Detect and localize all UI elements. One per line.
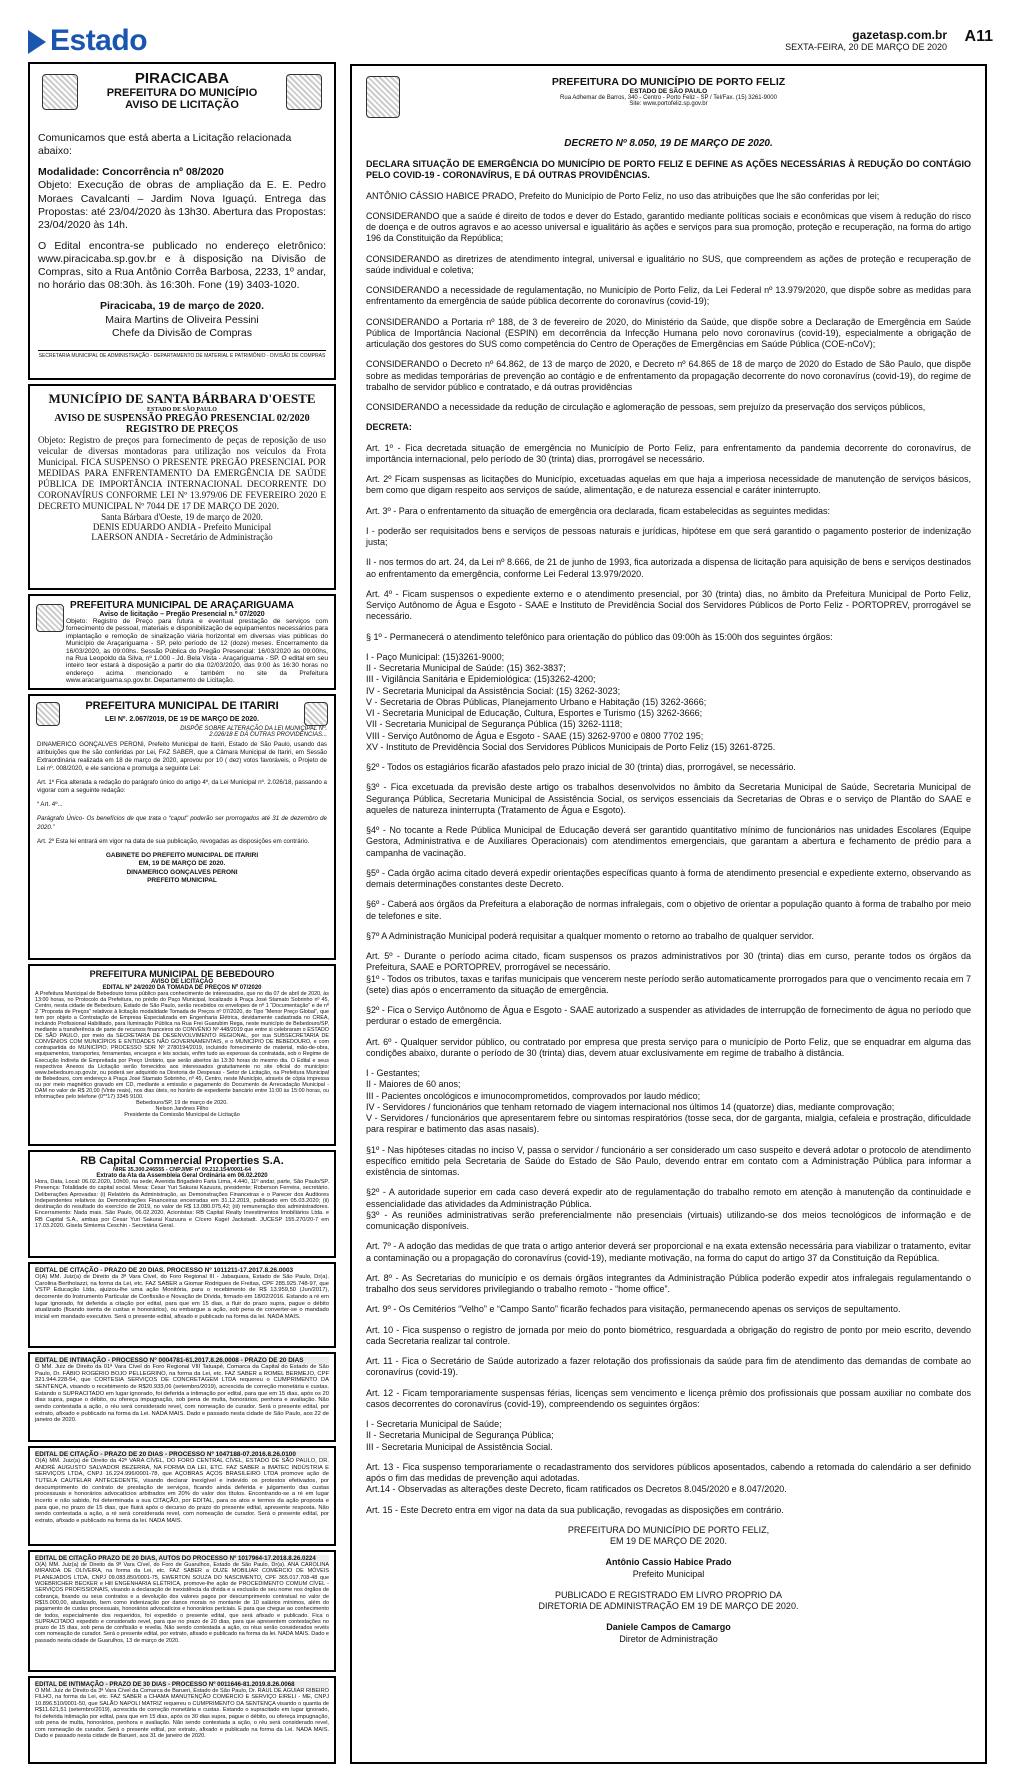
decree-paragraph: §7º A Administração Municipal poderá requisitar a qualquer momento o retorno ao trabalho de qualquer servidor. [366,930,815,941]
title: PREFEITURA MUNICIPAL DE ITARIRI [85,700,279,712]
signer-role: Prefeito Municipal [632,1568,705,1579]
place-date: Piracicaba, 19 de março de 2020. [99,300,265,313]
city-seal-icon [42,74,78,110]
sig2: EM, 19 DE MARÇO DE 2020. [138,860,226,868]
decree-paragraph: §2º - Fica o Serviço Autônomo de Água e Esgoto - SAAE autorizado a suspender as atividades de interrupção de fornecimento de água no período que perdurar o estado de emergência. [366,1005,971,1027]
decree-paragraph: § 1º - Permanecerá o atendimento telefônico para orientação do público das 09:00h às 15:00h dos seguintes órgãos: [366,631,833,642]
body: O(A) MM. Juiz(a) de Direito da 3ª Vara Cível, do Foro Regional III - Jabaquara, Estado de São Paulo, Dr(a). Carolina Bertholazzi, na forma da Lei, etc. FAZ SABER a Giomar Rodrigues de Freitas, CPF 285.925.748-97, que VSTP Educação Ltda, ajuizou-lhe uma ação Monitória, para o recebimento de R$ 13.959,50 (Jun/2017), decorrente do Instrumento Particular de Confissão e Novação de Dívida, firmado em 18/02/2016. Estando a ré em lugar ignorado, foi deferida a citação por edital, para que em 15 dias, a fluir do prazo supra, pague o débito atualizado (ficando isenta de custas e honorários), ou embargue a ação, sob pena de converter-se o mandado inicial em mandado executivo. Será o presente edital, afixado e publicado na forma da lei. NADA MAIS. [35,1274,329,1320]
decree-paragraph: §2º - A autoridade superior em cada caso deverá expedir ato de regulamentação do trabalho remoto em atenção à manutenção da continuidade e essencialidade das atividades da Administração Pública. §3º - As reuniões administrativas serão preferencialmente não presenciais (virtuais) utilizando-se dos meios tecnológicos de informação e de comunicação disponíveis. [366,1187,971,1231]
objeto: Objeto: Execução de obras de ampliação da E. E. Pedro Moraes Cavalcanti – Jardim Nova Iguaçú. Entrega das Propostas: até 23/04/2020 às 13h30. Abertura das Propostas: 23/04/2020 às 14h. [38,179,326,231]
footer: SECRETARIA MUNICIPAL DE ADMINISTRAÇÃO - DEPARTAMENTO DE MATERIAL E PATRIMÔNIO - DIVISÃO DE COMPRAS [38,350,326,359]
decree-paragraph: Art. 8º - As Secretarias do município e os demais órgãos integrantes da Administração Pública poderão expedir atos infralegais regulamentando o trabalho dos seus servidores privilegiando o trabalho remoto - “home office”. [366,1272,971,1294]
decree-body [366,191,971,1516]
signer2-role: Diretor de Administração [619,1633,718,1644]
edital-citacao-3 [28,1550,336,1672]
edital-citacao-2 [28,1446,336,1546]
signer: Antônio Cassio Habice Prado [605,1557,732,1568]
decree-paragraph: CONSIDERANDO as diretrizes de atendimento integral, universal e igualitário no SUS, que compreendem as ações de proteção e recuperação de saúde individual e coletiva; [366,253,971,275]
decree-paragraph: ANTÔNIO CÁSSIO HABICE PRADO, Prefeito do Município de Porto Feliz, no uso das atribuições que lhe são conferidas por lei; [366,190,880,201]
decree-paragraph: §4º - No tocante a Rede Pública Municipal de Educação deverá ser garantido quantitativo mínimo de funcionários nas unidades Escolares (Equipe Gestora, Administrativa e de Auxiliares Operacionais) com atendimentos emergenciais, que garantam a abertura e fechamento de prédio para a campanha de vacinação. [366,825,971,858]
itariri-notice [28,694,336,960]
page-number: A11 [964,28,993,45]
lei: LEI Nº. 2.067/2019, DE 19 DE MARÇO DE 2020. [105,716,259,723]
body2: Art. 1º Fica alterada a redação do parágrafo único do artigo 4º, da Lei Municipal nº. 2.026/18, passando a vigorar com a seguinte redação: [37,779,327,795]
decree-paragraph: I - poderão ser requisitados bens e serviços de pessoas naturais e jurídicas, hipótese em que será garantido o pagamento posterior de indenização justa; [366,525,971,547]
arrow-icon [28,30,46,54]
porto-feliz-decree [350,64,987,1764]
body: O MM. Juiz de Direito da 3ª Vara Cível da Comarca de Barueri, Estado de São Paulo, Dr. RAUL DE AGUIAR RIBEIRO FILHO, na forma da Lei, etc. FAZ SABER a CHAMA MANUTENÇÃO COMÉRCIO E SERVIÇO EIRELI - ME, CNPJ 10.896.510/0001-50, que SALÃO NAPOLI MATRIZ requereu o CUMPRIMENTO DA SENTENÇA visando o quantia de R$11.621,51 (setembro/2019), acrescida de correção monetária e custas. Estando o supracitado em lugar ignorado, foi deferida intimação por edital, para que em 15 dias, após os 30 dias supra, pague o débito, ou ofereça impugnação, sob pena de multa, honorários, penhora e avaliação. Não sendo contestada a ação, o réu será considerado revel, com nomeação de curador. Será o presente edital, por extrato, afixado e publicado na forma da Lei. NADA MAIS. Dado e passado nesta cidade de Barueri, aos 31 de janeiro de 2020. [35,1688,329,1739]
city-name: PIRACICABA [134,70,230,87]
pf-site[interactable]: Site: www.portofeliz.sp.gov.br [629,101,708,107]
decree-paragraph: §3º - Fica excetuada da previsão deste artigo os trabalhos desenvolvidos no âmbito da Secretaria Municipal de Saúde, Secretaria Municipal de Segurança Pública, Secretaria Municipal de Assistência Social, os serviços essenciais da Secretarias de Obras e o serviço de Plantão do SAAE e aqueles de natureza ininterrupta (Tratamento de Água e Esgoto). [366,782,971,815]
sig1: DENIS EDUARDO ANDIA - Prefeito Municipal [92,522,272,533]
piracicaba-notice [28,62,336,380]
aviso: AVISO DE LICITAÇÃO [150,979,214,985]
title: RB Capital Commercial Properties S.A. [80,1155,284,1167]
decree-paragraph: Art. 1º - Fica decretada situação de emergência no Município de Porto Feliz, para enfrentamento da pandemia decorrente do coronavírus, de importância internacional, pelo período de 30 (trinta) dias, prorrogável se necessário. [366,442,971,464]
title: EDITAL DE CITAÇÃO - PRAZO DE 20 DIAS - PROCESSO Nº 1047188-07.2016.8.26.0100 [35,1451,329,1458]
site-url[interactable]: gazetasp.com.br [852,28,947,42]
edital-intimacao-2 [28,1676,336,1764]
sig2: LAERSON ANDIA - Secretário de Administração [91,532,273,543]
dispoe: DISPÕE SOBRE ALTERAÇÃO DA LEI MUNICIPAL Nº. 2.026/18 E DÁ OUTRAS PROVIDÊNCIAS... [180,726,327,738]
edital-intimacao-1 [28,1352,336,1442]
body: O(A) MM. Juiz(a) de Direito da 42ª VARA CÍVEL, DO FORO CENTRAL CÍVEL, ESTADO DE SÃO PAULO, DR. ANDRÉ AUGUSTO SALVADOR BEZERRA, NA FORMA DA LEI, ETC. FAZ SABER a IMATEC INDÚSTRIA E SERVIÇOS LTDA, CNPJ 16.224.996/0001-78, que AÇOBRAS AÇOS BRASILEIRO LTDA promove ação de TUTELA CAUTELAR ANTECEDENTE, visando declarar inexigível e indevido os protestos efetivados, por descumprimento do contrato de prestação de serviços, ficando ainda deferida e julgamento das custas processuais e honorários advocatícios arbitrados em 20% do valor dos títulos. Encontrando-se a ré em lugar incerto e não sabido, foi determinada a sua CITAÇÃO, por EDITAL, para os atos e termos da ação proposta e para que, no prazo de 15 dias, que fluirá após o decurso do prazo do presente edital, apresente resposta. Não sendo contestada a ação, a ré será considerada revel, com nomeação de curador. Será o presente edital, por extrato, afixado e publicado na forma da lei. NADA MAIS. [35,1458,329,1524]
city-seal-icon [286,74,322,110]
ementa: DECLARA SITUAÇÃO DE EMERGÊNCIA DO MUNICÍPIO DE PORTO FELIZ E DEFINE AS AÇÕES NECESSÁRIAS À REDUÇÃO DO CONTÁGIO PELO COVID-19 - CORONAVÍRUS, E DÁ OUTRAS PROVIDÊNCIAS. [366,159,971,181]
decree-paragraph: I - Gestantes; II - Maiores de 60 anos; III - Pacientes oncológicos e imunocomprometidos, comprovados por laudo médico; IV - Servidores / funcionários que tenham retornado de viagem internacional nos últimos 14 (quatorze) dias, mediante comprovação; V - Servidores / funcionários que apresentarem febre ou sintomas respiratórios (tosse seca, dor de garganta, mialgia, cefaleia e prostração, dificuldade para respirar e batimento das asas nasais). [366,1068,971,1135]
date: Santa Bárbara d'Oeste, 19 de março de 2020. [101,512,263,523]
decree-paragraph: CONSIDERANDO a Portaria nº 188, de 3 de fevereiro de 2020, do Ministério da Saúde, que dispõe sobre a Declaração de Emergência em Saúde Pública de Importância Nacional (ESPIN) em decorrência da Infecção Humana pelo novo coronavírus (covid-19), especialmente a obrigação de articulação dos gestores do SUS como competência do Centro de Operações de Emergências em Saúde Pública (COE-nCoV); [366,316,971,349]
decree-paragraph: §5º - Cada órgão acima citado deverá expedir orientações específicas quanto à forma de atendimento presencial e expediente externo, observando as demais determinações constantes deste Decreto. [366,867,971,889]
body: Objeto: Registro de Preço para futura e eventual prestação de serviços com fornecimento de pessoal, materiais e disponibilização de equipamentos necessários para implantação e remoção de sinalização viária horizontal em diversas vias públicas do Município de Araçariguama - SP, pelo período de 12 (doze) meses. Encerramento da 16/03/2020, às 09:00hs. Sessão Pública do Pregão Presencial: 16/03/2020 às 09:00hs, na Rua Leopoldo da Silva, nº 1.000 - Jd. Bela Vista - Araçariguama - SP. O edital em seu inteiro teor estará à disposição a partir do dia 02/03/2020, das 9:00 às 16:30 horas no endereço acima mencionado e também no site da Prefeitura www.aracariguama.sp.gov.br. Departamento de Licitação. [66,618,328,684]
newspaper-logo [28,24,147,58]
decree-paragraph: II - nos termos do art. 24, da Lei nº 8.666, de 21 de junho de 1993, fica autorizada a dispensa de licitação para aquisição de bens e serviços destinados ao enfrentamento da emergência, conforme Lei Federal 13.979/2020. [366,557,971,579]
intro: Comunicamos que está aberta a Licitação relacionada abaixo: [38,132,292,158]
extrato: Extrato da Ata da Assembleia Geral Ordinária em 06.02.2020 [96,1173,268,1179]
sig1: GABINETE DO PREFEITO MUNICIPAL DE ITARIRI [105,851,259,859]
title: EDITAL DE CITAÇÃO - PRAZO DE 20 DIAS. PROCESSO Nº 1011211-17.2017.8.26.0003 [35,1267,294,1274]
city-seal-icon [36,702,60,726]
decree-paragraph: Art. 11 - Fica o Secretário de Saúde autorizado a fazer relotação dos profissionais da saúde para fim de atendimento das demandas de combate ao coronavírus (covid-19). [366,1356,971,1378]
body: A Prefeitura Municipal de Bebedouro torna público para conhecimento de interessados, que no dia 07 de abril de 2020, às 13:00 horas, no Protocolo da Prefeitura, no prédio do Paço Municipal, localizado à Praça José Stamato Sobrinho nº 45, Centro, nesta cidade de Bebedouro, Estado de São Paulo, serão recebidos os envelopes de nº 1 “Documentação” e de nº 2 “Proposta de Preços” relativos à licitação modalidade Tomada de Preços nº 07/2020, do Tipo “Menor Preço Global”, que tem por objeto a Contratação de Empresa Especializada em Engenharia Elétrica, devidamente cadastrada no CREA, incluindo Profissional Habilitado, para Iluminação Pública na Rua Frei Guarubim Rega, neste município de Bebedouro/SP, mediante a transferência de parte de recursos financeiros do CONVÊNIO Nº 448/2019 que entre si celebraram o ESTADO DE SÃO PAULO, por meio da SECRETARIA DE DESENVOLVIMENTO REGIONAL, por sua SUBSECRETARIA DE CONVÊNIOS COM MUNICÍPIOS E ENTIDADES NÃO GOVERNAMENTAIS, e o MUNICÍPIO DE BEBEDOURO, e com contrapartida do MUNICÍPIO. PROCESSO SDR Nº 2780194/2019, incluindo fornecimento de material, mão-de-obra, equipamentos, transportes, ferramentas, encargos e leis sociais, enfim tudo as expensas da contratada, sob o Regime de Execução Indireta de Empreitada por Preço Unitário, que serão abertos às 13:30 horas do mesmo dia. O Edital e seus respectivos Anexos da Licitação serão fornecidos aos interessados gratuitamente no site oficial do município: www.bebedouro.sp.gov.br, ou poderá ser adquirido na Diretoria de Despesas - Setor de Licitação, na Prefeitura Municipal de Bebedouro, com endereço à Praça José Stamato Sobrinho, nº 45, Centro, neste Município, através de cópia impressa ou por meio magnético gravado em CD, mediante a emissão e pagamento do Documento de Arrecadação Municipal - DAM no valor de R$ 20,00 (Vinte reais), nos dias úteis, no horário de expediente bancário entre 11:00 às 15:00 horas, ou informações pelo telefone (0**17) 3345 9100. [35,991,329,1100]
decreto-number: DECRETO Nº 8.050, 19 DE MARÇO DE 2020. [564,138,773,149]
body: O MM. Juiz de Direito da 01ª Vara Cível do Foro Regional VIII Tatuapé, Comarca da Capital do Estado de São Paulo, Dr. FÁBIO ROGÉRIO BOJO PELLEGRINO, na forma da Lei, etc. FAZ SABER a ROMEL BERMEJO, CPF 321.944.228-54, que CORTESIA SERVIÇOS DE CONCRETAGEM LTDA requereu o CUMPRIMENTO DA SENTENÇA, visando o recebimento de R$20.933,06 (setembro/2019), acrescida de correção monetária e custas. Estando o SUPRACITADO em lugar ignorado, foi deferida a intimação por edital, para que em 15 dias, após os 20 dias supra, pague o débito, ou ofereça impugnação, sob pena de multa, honorários, penhora e avaliação. Não sendo contestada a ação, o réu será considerado revel, com nomeação de curador. Será o presente edital, por extrato, afixado e publicado na forma da Lei. NADA MAIS. Dado e passado nesta cidade de São Paulo, aos 22 de janeiro de 2020. [35,1364,329,1424]
title: PREFEITURA MUNICIPAL DE BEBEDOURO [89,969,275,979]
registro: REGISTRO DE PREÇOS [125,424,239,435]
body: Objeto: Registro de preços para fornecimento de peças de reposição de uso veicular de diversas montadoras para utilização nos veículos da Frota Municipal. FICA SUSPENSO O PRESENTE PREGÃO PRESENCIAL POR MEDIDAS PARA ENFRENTAMENTO DA EMERGÊNCIA DE SAÚDE PÚBLICA DE IMPORTÂNCIA INTERNACIONAL DECORRENTE DO CORONAVÍRUS CONFORME LEI Nº 13.979/06 DE FEVEREIRO 2020 E DECRETO MUNICIPAL Nº 7044 DE 17 DE MARÇO DE 2020. [38,435,326,512]
pub2: DIRETORIA DE ADMINISTRAÇÃO EM 19 DE MARÇO DE 2020. [538,1601,799,1611]
decree-paragraph: CONSIDERANDO que a saúde é direito de todos e dever do Estado, garantido mediante políticas sociais e econômicas que visem à redução do risco de doença e de outros agravos e ao acesso universal e igualitário às ações e serviços para sua promoção, proteção e recuperação, na forma do artigo 196 da Constituição da República; [366,210,971,244]
aviso-title: AVISO DE LICITAÇÃO [125,99,239,111]
city-seal-icon [36,604,64,632]
prefeitura: PREFEITURA DO MUNICÍPIO [106,87,258,99]
decree-paragraph: §1º - Nas hipóteses citadas no inciso V, passa o servidor / funcionário a ser considerado um caso suspeito e deverá adotar o protocolo de atendimento específico emitido pela Secretaria de Saúde do Estado de São Paulo, devendo entrar em contato com a Administração Pública para informar a existência de sintomas. [366,1144,971,1177]
decree-paragraph: Art. 6º - Qualquer servidor público, ou contratado por empresa que presta serviço para o município de Porto Feliz, que se enquadrar em alguma das condições abaixo, durante o período de 30 (trinta) dias, devem atuar exclusivamente em regime de trabalho à distância. [366,1036,971,1058]
body1: DINAMERICO GONÇALVES PERONI, Prefeito Municipal de Itariri, Estado de São Paulo, usando das atribuições que lhe são conferidas por Lei, FAZ SABER, que a Câmara Municipal de Itariri, em Sessão Extraordinária realizada em 18 de março de 2020, aprovou por 10 ( dez) votos favoráveis, o Projeto de Lei nº. 008/2020, e ele sanciona e promulga a seguinte Lei: [37,741,327,773]
city-seal-icon [304,702,328,726]
decree-paragraph: Art. 2º Ficam suspensas as licitações do Município, excetuadas aquelas em que haja a imperiosa necessidade de manutenção de serviços básicos, bem como que digam respeito aos serviços de saúde, alimentação, e de natureza essencial e caráter ininterrupto. [366,474,971,496]
decree-paragraph: Art. 15 - Este Decreto entra em vigor na data da sua publicação, revogadas as disposições em contrário. [366,1504,784,1515]
rb-capital-notice [28,1150,336,1258]
title: PREFEITURA MUNICIPAL DE ARAÇARIGUAMA [70,600,294,611]
body: Hora, Data, Local: 06.02.2020, 10h00, na sede, Avenida Brigadeiro Faria Lima, 4.440, 11º andar, parte, São Paulo/SP. Presença: Totalidade do capital social. Mesa: Cesar Yuri Sakurai Kazuura, presidente; Roberson Ferreira, secretário. Deliberações Aprovadas: (i) Relatório da Administração, as Demonstrações Financeiras e o Parecer dos Auditores Independentes relativos às Demonstrações Financeiras encerradas em 31.12.2019, publicado em 05.03.2020; (ii) destinação do resultado do exercício de 2019, no valor de R$ 13.080.075,42; (iii) remuneração dos administradores. Encerramento: Nada mais. São Paulo, 06.02.2020. Acionistas: RB Capital Realty Investimentos Imobiliários Ltda. e RB Capital S.A., ambas por Cesar Yuri Sakurai Kazuura e Cícero Kugel Jackstadt. JUCESP 155.270/20-7 em 17.03.2020. Gisela Simiema Ceschin - Secretária Geral. [35,1179,329,1229]
title: MUNICÍPIO DE SANTA BÁRBARA D'OESTE [48,391,316,406]
signer-role: Chefe da Divisão de Compras [111,326,253,339]
cnpj: NIRE 35.300.246555 - CNPJ/MF nº 09.212.154/0001-64 [112,1167,252,1173]
decree-paragraph: Art. 12 - Ficam temporariamente suspensas férias, licenças sem vencimento e licença prêmio dos profissionais que possam auxiliar no combate dos casos decorrentes do coronavírus (covid-19), compreendendo os seguintes órgãos: [366,1387,971,1409]
aviso: AVISO DE SUSPENSÃO PREGÃO PRESENCIAL 02/2020 [54,413,310,424]
body: O(A) MM. Juiz(a) de Direito da 9ª Vara Cível, do Foro de Guarulhos, Estado de São Paulo, Dr(a). ANA CAROLINA MIRANDA DE OLIVEIRA, na forma da Lei, etc. FAZ SABER a OUZE MOBILIAR COMÉRCIO DE MÓVEIS PLANEJADOS LTDA, CNPJ 09.083.850/0001-75, EWERTON SOUZA DO NASCIMENTO, CPF 365.017.708-48 que WOEBRICHER BECKER e Hill ENGENHARIA ELÉTRICA, promove-lhe ação de PROCEDIMENTO COMUM CÍVEL - SERVIÇOS PROFISSIONAIS, visando a declaração de inexistência da dívida e a exclusão de seu nome nos órgãos de cobrança, fixando ou seus contratos e a devolução dos valores pagos por descumprimento contratual no valor de R$15.000,00, atualizado, bem como indenização por danos morais no montante de 10 salários mínimos, além do pagamento de custas processuais, honorários advocatícios e honorários periciais. E para que chegue ao conhecimento de todos, especialmente dos requeridos, foi expedido o presente edital, que será afixado e publicado. Fica o SUPRACITADO expedido e considerado revel, para que no prazo de 20 dias, para que apresentem contestações no prazo de 15 dias, sob pena de confissão e revelia. Não sendo contestada a ação, os réus serão considerados revéis com nomeação de curador. Será o presente edital, por extrato, afixado e publicado na forma da lei. NADA MAIS. Dado e passado nesta cidade de Guarulhos, 13 de março de 2020. [35,1562,329,1644]
pf-state: ESTADO DE SÃO PAULO [629,88,708,95]
sig2: Presidente da Comissão Municipal de Licitação [124,1111,240,1118]
city-seal-icon [366,76,400,118]
decree-paragraph: Art. 3º - Para o enfrentamento da situação de emergência ora declarada, ficam estabelecidas as seguintes medidas: [366,505,831,516]
pf-address: Rua Adhemar de Barros, 340 - Centro - Porto Feliz - SP / Tel/Fax. (15) 3261-9000 [560,95,777,101]
decree-paragraph: §2º - Todos os estagiários ficarão afastados pelo prazo inicial de 30 (trinta) dias, prorrogável, se necessário. [366,762,796,772]
title: EDITAL DE INTIMAÇÃO - PROCESSO Nº 0004781-61.2017.8.26.0008 - PRAZO DE 20 DIAS [35,1357,329,1364]
decree-paragraph: CONSIDERANDO a necessidade da redução de circulação e aglomeração de pessoas, sem prejuízo da preservação dos serviços públicos, [366,402,926,412]
decree-paragraph: §6º - Caberá aos órgãos da Prefeitura a elaboração de normas infralegais, com o objetivo de orientar a população quanto à forma de trabalho por meio de telefones e site. [366,899,971,921]
pub1: PUBLICADO E REGISTRADO EM LIVRO PROPRIO DA [554,1589,783,1600]
edital-info: O Edital encontra-se publicado no endereço eletrônico: www.piracicaba.sp.gov.br e à disposição na Divisão de Compras, sito a Rua Antônio Corrêa Barbosa, 2233, 1º andar, no horário das 08:30h. às 16:30h. Fone (19) 3403-1020. [38,239,326,292]
state: ESTADO DE SÃO PAULO [147,407,217,413]
signer2: Daniele Campos de Camargo [606,1622,731,1633]
decree-paragraph: I - Secretaria Municipal de Saúde; II - Secretaria Municipal de Segurança Pública; III - Secretaria Municipal de Assistência Social. [366,1419,554,1452]
decree-paragraph: Art. 13 - Fica suspenso temporariamente o recadastramento dos servidores públicos aposentados, cabendo a retomada do calendário a ser definido após o fim das medidas de prevenção aqui adotadas. Art.14 - Observadas as alterações deste Decreto, ficam ratificados os Decretos 8.045/2020 e 8.047/2020. [366,1461,971,1495]
aviso: Aviso de licitação – Pregão Presencial n.º 07/2020 [99,611,265,618]
edital: EDITAL Nº 24/2020 DA TOMADA DE PREÇOS Nº 07/2020 [102,985,262,991]
title: EDITAL DE CITAÇÃO PRAZO DE 20 DIAS, AUTOS DO PROCESSO Nº 1017964-17.2018.8.26.0224 [35,1555,329,1562]
decree-paragraph: CONSIDERANDO a necessidade de regulamentação, no Município de Porto Feliz, da Lei Federal nº 13.979/2020, que dispõe sobre as medidas para enfrentamento da emergência de saúde pública decorrente do coronavírus (covid-19); [366,285,971,307]
signer: Maira Martins de Oliveira Pessini [105,313,259,326]
closing1: PREFEITURA DO MUNICÍPIO DE PORTO FELIZ, [567,1524,770,1535]
logo-text: Estado [50,24,148,57]
aracariguama-notice [28,594,336,690]
decree-paragraph: Art. 4º - Ficam suspensos o expediente externo e o atendimento presencial, por 30 (trinta) dias, no âmbito da Prefeitura Municipal de Porto Feliz, Serviço Autônomo de Água e Esgoto - SAAE e Instituto de Previdência Social dos Servidores Públicos de Porto Feliz - PORTOPREV, prorrogável se necessário. [366,588,971,622]
bebedouro-notice [28,964,336,1146]
decree-paragraph: Art. 7º - A adoção das medidas de que trata o artigo anterior deverá ser proporcional e na exata extensão necessária para viabilizar o tratamento, evitar a contaminação ou a propagação do coronavírus (covid-19), mediante motivação, na forma do caput do artigo 37 da Constituição da República. [366,1241,971,1263]
closing2: EM 19 DE MARÇO DE 2020. [609,1536,728,1546]
decree-paragraph: Art. 9º - Os Cemitérios “Velho” e “Campo Santo” ficarão fechados para visitação, permanecendo apenas os serviços de sepultamento. [366,1304,901,1315]
sig3: DINAMERICO GONÇALVES PERONI [126,868,238,876]
decree-paragraph: Art. 10 - Fica suspenso o registro de jornada por meio do ponto biométrico, resguardada a obrigação do registro de ponto por meio escrito, devendo cada Secretaria realizar tal controle. [366,1324,971,1346]
decree-paragraph: CONSIDERANDO o Decreto nº 64.862, de 13 de março de 2020, e Decreto nº 64.865 de 18 de março de 2020 do Estado de São Paulo, que dispõe sobre as medidas temporárias de prevenção ao contágio e de enfrentamento da propagação decorrente do novo coronavírus (covid-19), do regime de trabalho de servidor público e contratado, e dá outras providências [366,359,971,392]
modalidade: Modalidade: Concorrência nº 08/2020 [38,166,224,179]
decree-paragraph: Art. 5º - Durante o período acima citado, ficam suspensos os prazos administrativos por 30 (trinta) dias em curso, perante todos os órgãos da Prefeitura, SAAE e PORTOPREV, prorrogável se necessário. §1º - Todos os tributos, taxas e tarifas municipais que vencerem neste período serão automaticamente prorrogados para que o vencimento recaia em 7 (sete) dias após o encerramento da situação de emergência. [366,951,971,995]
issue-date: SEXTA-FEIRA, 20 DE MARÇO DE 2020 [785,42,947,52]
title: EDITAL DE INTIMAÇÃO - PRAZO DE 30 DIAS - PROCESSO Nº 0011646-81.2019.8.26.0068 [35,1681,329,1688]
body5: Art. 2º Esta lei entrará em vigor na data de sua publicação, revogadas as disposições em contrário. [37,837,310,845]
decree-paragraph: I - Paço Municipal: (15)3261-9000; II - Secretaria Municipal de Saúde: (15) 362-3837; III - Vigilância Sanitária e Epidemiológica: (15)3262-4200; IV - Secretaria Municipal da Assistência Social: (15) 3262-3023; V - Secretaria de Obras Públicas, Planejamento Urbano e Habitação (15) 3262-3666; VI - Secretaria Municipal de Educação, Cultura, Esportes e Turismo (15) 3262-3666; VII - Secretaria Municipal de Segurança Pública (15) 3262-1118; VIII - Serviço Autônomo de Água e Esgoto - SAAE (15) 3262-9700 e 0800 7702 195; XV - Instituto de Previdência Social dos Servidores Públicos Municipais de Porto Feliz (15) 3261-8725. [366,651,776,752]
edital-citacao-1 [28,1262,336,1348]
pf-title: PREFEITURA DO MUNICÍPIO DE PORTO FELIZ [551,76,786,88]
decree-paragraph: DECRETA: [366,422,412,433]
santa-barbara-notice [28,384,336,590]
sig1: Nelson Janônes Filho [155,1105,209,1112]
date: Bebedouro/SP, 19 de março de 2020. [136,1099,228,1106]
body3: “ Art. 4º... [37,801,63,809]
body4: Parágrafo Único- Os benefícios de que trata o “caput” poderão ser prorrogados até 31 de dezembro de 2020.” [37,815,327,831]
sig4: PREFEITO MUNICIPAL [147,876,217,884]
